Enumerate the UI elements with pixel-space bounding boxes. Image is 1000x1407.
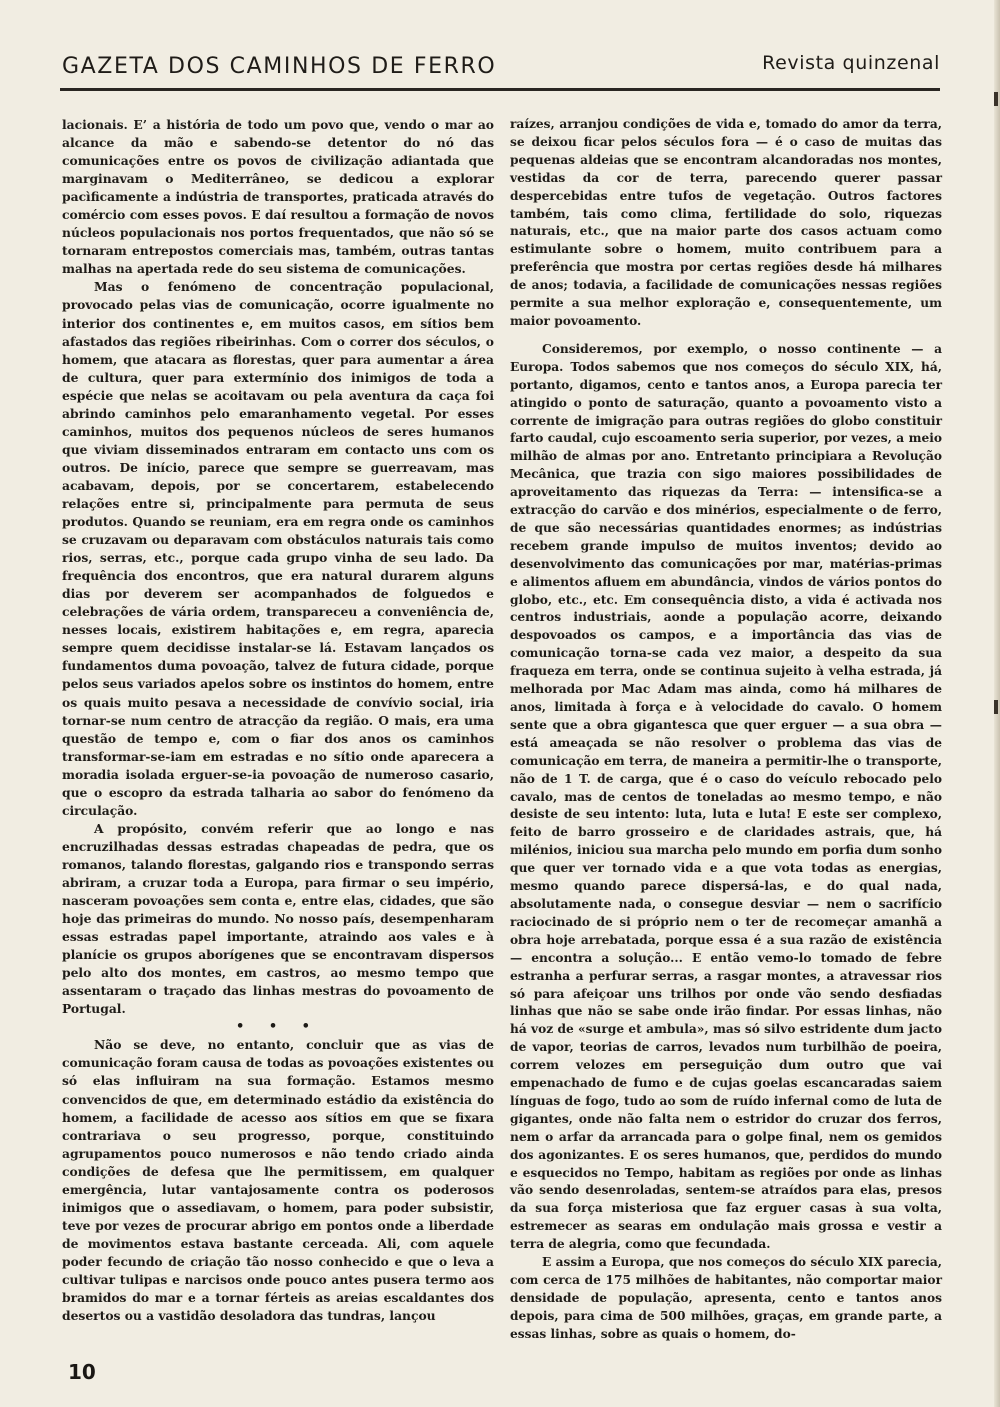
journal-subtitle: Revista quinzenal <box>762 52 940 74</box>
paragraph: E assim a Europa, que nos começos do século XIX parecia, com cerca de 175 milhões de habitantes, não comportar maior densidade de população, apresenta, cento e tantos anos depois, para cima de 500 milhões, graças, em grande parte, a essas linhas, sobre as quais o homem, do- <box>510 1255 942 1341</box>
paragraph: lacionais. E’ a história de todo um povo que, vendo o mar ao alcance da mão e sabendo-se detentor do nó das comunicações entre os povos de civilização adiantada que marginavam o Mediterrâneo, se dedicou a explorar pacìficamente a indústria de transportes, praticada através do comércio com esses povos. E daí resultou a formação de novos núcleos populacionais nos portos frequentados, que não só se tornaram entrepostos comerciais mas, também, outras tantas malhas na apertada rede do seu sistema de comunicações. <box>62 117 494 277</box>
page-number: 10 <box>68 1360 96 1384</box>
paragraph: Mas o fenómeno de concentração populacional, provocado pelas vias de comunicação, ocorre igualmente no interior dos continentes e, em muitos casos, em sítios bem afastados das regiões ribeirinhas. Com o correr dos séculos, o homem, que atacara as florestas, quer para aumentar a área de cultura, quer para extermínio dos inimigos de toda a espécie que nelas se acoitavam ou pela aventura da caça foi abrindo caminhos pelo emaranhamento vegetal. Por esses caminhos, muitos dos pequenos núcleos de seres humanos que viviam disseminados entraram em contacto uns com os outros. De início, parece que sempre se guerreavam, mas acabavam, depois, por se concertarem, estabelecendo relações entre si, principalmente para permuta de seus produtos. Quando se reuniam, era em regra onde os caminhos se cruzavam ou deparavam com obstáculos naturais tais como rios, serras, etc., porque cada grupo vinha de seu lado. Da frequência dos encontros, que era natural durarem alguns dias por deverem ser acompanhados de folguedos e celebrações de vária ordem, transpareceu a conveniência de, nesses locais, existirem habitações e, em regra, aparecia sempre quem decidisse instalar-se lá. Estavam lançados os fundamentos duma povoação, talvez de futura cidade, porque pelos seus variados apelos sobre os instintos do homem, entre os quais muito pesava a necessidade de convívio social, iria tornar-se num centro de atracção da região. O mais, era uma questão de tempo e, com o fiar dos anos os caminhos transformar-se-iam em estradas e no sítio onde aparecera a moradia isolada erguer-se-ia povoação de numeroso casario, que o escopro da estrada talharia ao sabor do fenómeno da circulação. <box>62 279 494 818</box>
journal-title: GAZETA DOS CAMINHOS DE FERRO <box>62 54 497 79</box>
header-rule <box>60 88 940 91</box>
right-column <box>510 116 942 1344</box>
paragraph: raízes, arranjou condições de vida e, tomado do amor da terra, se deixou ficar pelos séculos fora — é o caso de muitas das pequenas aldeias que se encontram alcandoradas nos montes, vestidas da cor de terra, parecendo querer passar despercebidas entre tufos de vegetação. Outros factores também, tais como clima, fertilidade do solo, riquezas naturais, etc., que na maior parte dos casos actuam como estimulante sobre o homem, muito contribuem para a preferência que mostra por certas regiões desde há milhares de anos; todavia, a facilidade de comunicações nessas regiões permite a sua melhor exploração e, consequentemente, um maior povoamento. <box>510 117 942 328</box>
paragraph: Não se deve, no entanto, concluir que as vias de comunicação foram causa de todas as povoações existentes ou só elas influiram na sua formação. Estamos mesmo convencidos de que, em determinado estádio da existência do homem, a facilidade de acesso aos sítios em que se fixara contrariava o seu progresso, porque, constituindo agrupamentos pouco numerosos e não tendo criado ainda condições de defesa que lhe permitissem, em qualquer emergência, lutar vantajosamente contra os poderosos inimigos que o assediavam, o homem, para poder subsistir, teve por vezes de procurar abrigo em pontos onde a liberdade de movimentos estava bastante cerceada. Ali, com aquele poder fecundo de criação tão nosso conhecido e que o leva a cultivar tulipas e narcisos onde pouco antes pusera termo aos bramidos do mar e a tornar férteis as areias escaldantes dos desertos ou a vastidão desoladora das tundras, lançou <box>62 1037 494 1324</box>
page-edge-mark <box>994 92 998 106</box>
page-header <box>60 50 940 86</box>
paragraph: A propósito, convém referir que ao longo e nas encruzilhadas dessas estradas chapeadas de pedra, que os romanos, talando florestas, galgando rios e transpondo serras abriram, a cruzar toda a Europa, para firmar o seu império, nasceram povoações sem conta e, entre elas, cidades, que são hoje das primeiras do mundo. No nosso país, desempenharam essas estradas papel importante, atraindo aos vales e à planície os grupos aborígenes que se encontravam dispersos pelo alto dos montes, em castros, ao mesmo tempo que assentaram o traçado das linhas mestras do povoamento de Portugal. <box>62 820 494 1017</box>
section-separator: • • • <box>236 1019 320 1035</box>
page-edge-mark <box>994 700 998 714</box>
left-column <box>62 116 494 1325</box>
paragraph: Consideremos, por exemplo, o nosso continente — a Europa. Todos sabemos que nos começos do século XIX, há, portanto, digamos, cento e tantos anos, a Europa parecia ter atingido o ponto de saturação, quanto a povoamento visto a corrente de imigração para outras regiões do globo constituir farto caudal, cujo escoamento seria superior, por vezes, a meio milhão de almas por ano. Entretanto principiara a Revolução Mecânica, que trazia con sigo maiores possibilidades de aproveitamento das riquezas da Terra: — intensifica-se a extracção do carvão e dos minérios, especialmente o de ferro, de que são necessárias quantidades enormes; as indústrias recebem grande impulso de muitos inventos; devido ao desenvolvimento das comunicações por mar, matérias-primas e alimentos afluem em abundância, vindos de vários pontos do globo, etc., etc. Em consequência disto, a vida é activada nos centros industriais, aonde a população acorre, deixando despovoados os campos, e a importância das vias de comunicação torna-se cada vez maior, a despeito da sua fraqueza em terra, onde se continua sujeito à velha estrada, já melhorada por Mac Adam mas ainda, como há milhares de anos, limitada à força e à velocidade do cavalo. O homem sente que a obra gigantesca que quer erguer — a sua obra — está ameaçada se não resolver o problema das vias de comunicação em terra, de maneira a permitir-lhe o transporte, não de 1 T. de carga, que é o caso do veículo rebocado pelo cavalo, mas de centos de toneladas ao mesmo tempo, e não desiste de seu intento: luta, luta e luta! E este ser complexo, feito de barro grosseiro e de claridades astrais, que, há milénios, iniciou sua marcha pelo mundo em porfia dum sonho que quer ver tornado vida e a que vota todas as energias, mesmo quando parece dispersá-las, e do qual nada, absolutamente nada, o consegue desviar — nem o sacrifício raciocinado de si próprio nem o ter de recomeçar amanhã a obra hoje arrebatada, porque essa é a sua razão de existência — encontra a solução... E então vemo-lo tomado de febre estranha a perfurar serras, a rasgar montes, a atravessar rios só para afeiçoar uns trilhos por onde vão sendo desfiadas linhas que não se sabe onde irão findar. Por essas linhas, não há voz de «surge et ambula», mas só silvo estridente dum jacto de vapor, teorias de carros, levados num turbilhão de poeira, correm velozes em perseguição dum outro que vai empenachado de fumo e de cujas goelas escancaradas saiem línguas de fogo, tudo ao som de ruído infernal como de luta de gigantes, onde não falta nem o estridor do cruzar dos ferros, nem o arfar da arrancada para o golpe final, nem os gemidos dos agonizantes. E os seres humanos, que, perdidos do mundo e esquecidos no Tempo, habitam as regiões por onde as linhas vão sendo desenroladas, sentem-se atraídos para elas, presos da sua força misteriosa que faz erguer casas à sua volta, estremecer as searas em ondulação mais grossa e vestir a terra de alegria, como que fecundada. <box>510 341 942 1252</box>
